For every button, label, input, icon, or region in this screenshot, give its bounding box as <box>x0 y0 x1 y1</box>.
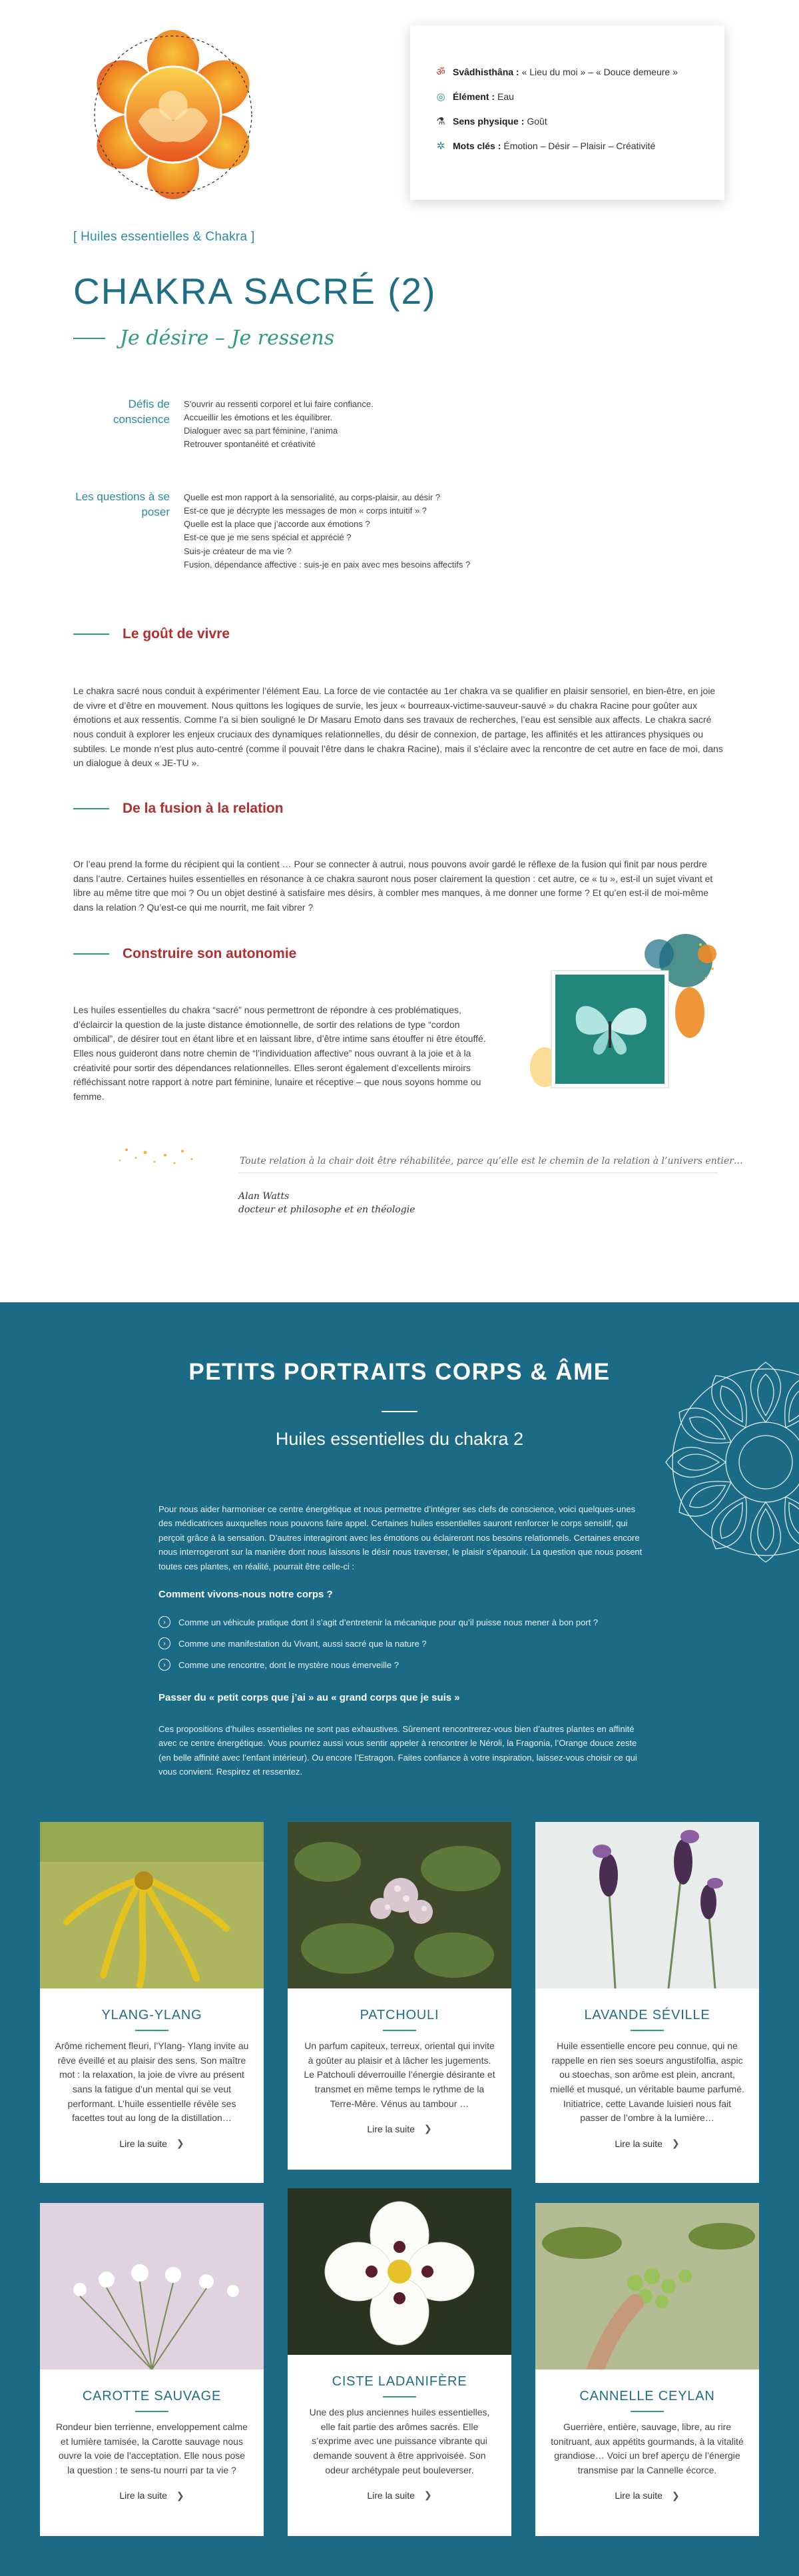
question-item: Est-ce que je décrypte les messages de mon « corps intuitif » ? <box>184 506 427 516</box>
read-more-label: Lire la suite <box>367 2489 415 2501</box>
element-value: Eau <box>497 91 514 102</box>
read-more-link[interactable] <box>615 2490 679 2501</box>
chevron-right-icon: › <box>158 1659 170 1671</box>
question-item: Est-ce que je me sens spécial et apprécié ? <box>184 532 352 543</box>
chevron-right-icon: ❯ <box>176 2138 184 2149</box>
butterfly-collage-image <box>526 934 726 1112</box>
card-title: PATCHOULI <box>360 2008 439 2022</box>
section-heading: De la fusion à la relation <box>123 801 284 816</box>
motscles-value: Émotion – Désir – Plaisir – Créativité <box>503 141 656 151</box>
sens-value: Goût <box>527 116 547 127</box>
oil-card-cannelle-ceylan[interactable] <box>535 2203 759 2536</box>
question-text: Comme une rencontre, dont le mystère nous émerveille ? <box>178 1659 399 1670</box>
card-text: Un parfum capiteux, terreux, oriental qui invite à goûter au plaisir et à lâcher les jugements. Le Patchouli déverrouille l’énergie désirante et transmet en même temps le rythme de la Terre-Mère. Vénus au tambour … <box>304 2040 495 2109</box>
question-list-item <box>158 1615 598 1629</box>
chevron-right-icon: › <box>158 1637 170 1649</box>
page-subtitle: Je désire – Je ressens <box>120 326 335 350</box>
defis-list <box>184 398 374 452</box>
card-divider <box>383 2030 416 2031</box>
card-divider <box>135 2030 168 2031</box>
portraits-subtitle: Huiles essentielles du chakra 2 <box>275 1429 524 1449</box>
passage-heading: Passer du « petit corps que j’ai » au « grand corps que je suis » <box>158 1692 460 1703</box>
section-divider <box>73 634 109 635</box>
read-more-label: Lire la suite <box>119 2490 167 2501</box>
portraits-outro: Ces propositions d’huiles essentielles ne sont pas exhaustives. Sûrement rencontrerez-vous bien d’autres plantes en affinité avec ce centre énergétique. Vous pourriez aussi vous sentir appeler à rencontrer le Néroli, la Fragonia, l’Orange douce zeste (en belle affinité avec l’enfant intérieur). Ou encore l’Estragon. Faites confiance à votre inspiration, laissez-vous choisir ce qui vous convient. Respirez et ressentez. <box>158 1724 637 1777</box>
oil-card-lavande-seville[interactable] <box>535 1822 759 2183</box>
question-list <box>158 1615 598 1679</box>
card-title: LAVANDE SÉVILLE <box>584 2008 710 2022</box>
quote-divider <box>238 1172 718 1173</box>
portraits-section <box>0 1302 799 2576</box>
question-item: Suis-je créateur de ma vie ? <box>184 546 292 556</box>
questions-list <box>184 491 470 572</box>
card-text: Huile essentielle encore peu connue, qui ne rappelle en rien ses soeurs angustifolfia, aspic ou stoechas, son arôme est plein, ancrant, miellé et musqué, un véritable baume parfumé. Initiatrice, cette Lavande luisieri nous fait passer de l’ombre à la lumière… <box>550 2040 744 2124</box>
sparkle-icon: ✲ <box>436 141 445 152</box>
section-heading: Construire son autonomie <box>123 946 297 961</box>
chevron-right-icon: ❯ <box>423 2489 432 2501</box>
lavender-flower-image <box>535 1822 759 1988</box>
sacral-chakra-logo-icon <box>85 21 261 220</box>
svadhisthana-value: « Lieu du moi » – « Douce demeure » <box>521 67 678 77</box>
card-text: Rondeur bien terrienne, enveloppement calme et lumière tamisée, la Carotte sauvage nous ouvre la voie de l’acceptation. Elle nous pose la question : te sens-tu nourri par ta vie ? <box>56 2421 248 2476</box>
chevron-right-icon: ❯ <box>671 2489 680 2501</box>
defis-item: Dialoguer avec sa part féminine, l’anima <box>184 426 338 436</box>
info-row-svadhisthana <box>434 65 700 79</box>
read-more-label: Lire la suite <box>367 2123 415 2134</box>
section-gout-de-vivre-heading <box>73 626 230 642</box>
question-item: Fusion, dépendance affective : suis-je en paix avec mes besoins affectifs ? <box>184 559 471 570</box>
element-label: Élément : <box>453 91 495 102</box>
card-divider <box>383 2396 416 2397</box>
section-fusion-text: Or l’eau prend la forme du récipient qui la contient … Pour se connecter à autrui, nous pouvons avoir gardé le réflexe de la fusion qui finit par nous perdre dans l’autre. Certaines huiles essentielles en résonance à ce chakra sauront nous poser clairement la question : cet autre, ce « tu », est-il un sujet vivant et libre au même titre que moi ? Ou un objet destiné à satisfaire mes désirs, à combler mes manques, à me donner une forme ? Et qu’en est-il de moi-même dans la relation ? Qu’est-ce qui me nourrit, me fait vibrer ? <box>73 859 713 913</box>
portraits-title: PETITS PORTRAITS CORPS & ÂME <box>188 1359 611 1385</box>
card-divider <box>631 2411 664 2412</box>
card-divider <box>135 2411 168 2412</box>
section-divider <box>73 953 109 955</box>
quote-author-name: Alan Watts <box>238 1191 290 1202</box>
motscles-label: Mots clés : <box>453 141 501 151</box>
defis-item: Accueillir les émotions et les équilibrer. <box>184 412 333 423</box>
chevron-right-icon: ❯ <box>671 2138 680 2149</box>
card-text: Une des plus anciennes huiles essentielles, elle fait partie des arômes sacrés. Elle s’exprime avec une puissance vibrante qui demande souvent à être apprivoisée. Son odeur archétypale peut bouleverser. <box>309 2407 490 2475</box>
read-more-link[interactable] <box>119 2490 184 2501</box>
quote-author <box>238 1190 415 1216</box>
chevron-right-icon: › <box>158 1616 170 1628</box>
read-more-label: Lire la suite <box>615 2138 663 2149</box>
section-divider <box>73 808 109 809</box>
defis-item: S’ouvrir au ressenti corporel et lui faire confiance. <box>184 399 374 409</box>
chevron-right-icon: ❯ <box>176 2489 184 2501</box>
read-more-link[interactable] <box>367 2489 431 2501</box>
portraits-divider <box>382 1411 417 1412</box>
om-symbol-icon: ॐ <box>436 67 445 78</box>
page-title: CHAKRA SACRÉ (2) <box>73 270 437 312</box>
ylang-ylang-flower-image <box>40 1822 264 1988</box>
info-row-sens <box>434 115 700 128</box>
questions-label: Les questions à se poser <box>75 490 170 518</box>
question-list-item <box>158 1637 598 1650</box>
subtitle-block <box>73 326 334 350</box>
question-heading: Comment vivons-nous notre corps ? <box>158 1589 333 1600</box>
question-text: Comme une manifestation du Vivant, aussi sacré que la nature ? <box>178 1638 427 1649</box>
section-fusion-heading <box>73 801 284 817</box>
quote-text: Toute relation à la chair doit être réhabilitée, parce qu’elle est le chemin de la relation à l’univers entier… <box>240 1156 743 1166</box>
water-element-icon: ◎ <box>436 91 445 103</box>
cinnamon-berries-image <box>535 2203 759 2369</box>
oil-card-patchouli[interactable] <box>288 1822 511 2170</box>
card-title: CISTE LADANIFÈRE <box>332 2374 467 2389</box>
question-list-item <box>158 1658 598 1671</box>
defis-label: Défis de conscience <box>113 398 170 426</box>
chevron-right-icon: ❯ <box>423 2123 432 2134</box>
oil-card-ylang-ylang[interactable] <box>40 1822 264 2183</box>
read-more-link[interactable] <box>615 2138 679 2149</box>
section-gout-de-vivre-text: Le chakra sacré nous conduit à expérimenter l’élément Eau. La force de vie contactée au 1er chakra va se qualifier en plaisir sensoriel, en bien-être, en joie de vivre et d’être en mouvement. Nous quittons les logiques de survie, les jeux « bourreaux-victime-sauveur-sauvé » du chakra Racine pour goûter aux émotions et aux ressentis. Comme l’a si bien souligné le Dr Masaru Emoto dans ses travaux de recherches, l’eau est sensible aux affects. Le chakra sacré nous conduit à explorer les enjeux cruciaux des dynamiques relationnelles, du désir de connexion, de partage, les affinités et les attirances physiques ou subtiles. Le monde n’est plus auto-centré (comme il pouvait l’être dans le chakra Racine), mais il s’éclaire avec la rencontre de cet autre en face de moi, dans un dialogue à deux « JE-TU ». <box>73 685 723 769</box>
oil-card-ciste-ladanifere[interactable] <box>288 2188 511 2536</box>
question-text: Comme un véhicule pratique dont il s’agit d’entretenir la mécanique pour qu’il puisse nous mener à bon port ? <box>178 1617 599 1627</box>
card-title: CAROTTE SAUVAGE <box>82 2389 222 2403</box>
svadhisthana-label: Svâdhisthâna : <box>453 67 519 77</box>
question-item: Quelle est mon rapport à la sensorialité, au corps-plaisir, au désir ? <box>184 492 441 502</box>
sens-label: Sens physique : <box>453 116 525 127</box>
read-more-label: Lire la suite <box>615 2490 663 2501</box>
card-text: Guerrière, entière, sauvage, libre, au rire tonitruant, aux appétits gourmands, à la vitalité grandiose… Voici un bref aperçu de l’énergie transmise par la Cannelle écorce. <box>551 2421 744 2476</box>
chakra-info-card <box>410 25 724 200</box>
section-autonomie-heading <box>73 946 296 962</box>
section-autonomie-text: Les huiles essentielles du chakra “sacré” nous permettront de répondre à ces problématiques, d’éclaircir la question de la juste distance émotionnelle, de sortir des relations de type “cordon ombilical”, de désirer tout en étant libre et en laissant libre, d’être intime sans étouffer ni être étouffé. Elles nous guideront dans notre chemin de “l’individuation affective” nous ouvrant à la joie et à la créativité pour sortir des dépendances relationnelles. Elles seront également d’excellents miroirs réfléchissant notre rapport à notre part féminine, lunaire et réceptive – que nous soyons homme ou femme. <box>73 1005 486 1102</box>
card-text: Arôme richement fleuri, l’Ylang- Ylang invite au rêve éveillé et au plaisir des sens. Son maître mot : la relaxation, la joie de vivre au présent sans la fatigue d’un mental qui se veut performant. L’huile essentielle révèle ses facettes tout au long de la distillation… <box>55 2040 249 2124</box>
patchouli-plant-image <box>288 1822 511 1988</box>
card-title: YLANG-YLANG <box>101 2008 202 2022</box>
question-item: Quelle est la place que j’accorde aux émotions ? <box>184 519 370 530</box>
defis-item: Retrouver spontanéité et créativité <box>184 439 316 450</box>
oil-card-carotte-sauvage[interactable] <box>40 2203 264 2536</box>
read-more-label: Lire la suite <box>119 2138 167 2149</box>
flask-icon: ⚗ <box>436 116 445 127</box>
section-heading: Le goût de vivre <box>123 626 230 642</box>
card-title: CANNELLE CEYLAN <box>579 2389 715 2403</box>
card-divider <box>631 2030 664 2031</box>
read-more-link[interactable] <box>367 2123 431 2134</box>
wild-carrot-flower-image <box>40 2203 264 2369</box>
cistus-flower-image <box>288 2188 511 2355</box>
gold-dots-decoration <box>113 1143 206 1170</box>
info-row-motscles <box>434 139 700 153</box>
info-row-element <box>434 90 700 103</box>
portraits-intro: Pour nous aider harmoniser ce centre énergétique et nous permettre d’intégrer ses clefs de conscience, voici quelques-unes des médicatrices auxquelles nous pouvons faire appel. Certaines huiles essentielles sauront renforcer le corps sensitif, qui perçoit grâce à la sensation. D’autres interagiront avec les émotions ou éclaireront nos besoins relationnels. Certaines encore nous interrogeront sur la manière dont nous laissons le désir nous traverser, le plaisir s’épanouir. La question que nous posent toutes ces plantes, en réalité, pourrait être celle-ci : <box>158 1504 643 1571</box>
breadcrumb[interactable]: [ Huiles essentielles & Chakra ] <box>73 230 255 244</box>
subtitle-divider <box>73 338 105 339</box>
quote-author-role: docteur et philosophe et en théologie <box>238 1204 415 1215</box>
read-more-link[interactable] <box>119 2138 184 2149</box>
